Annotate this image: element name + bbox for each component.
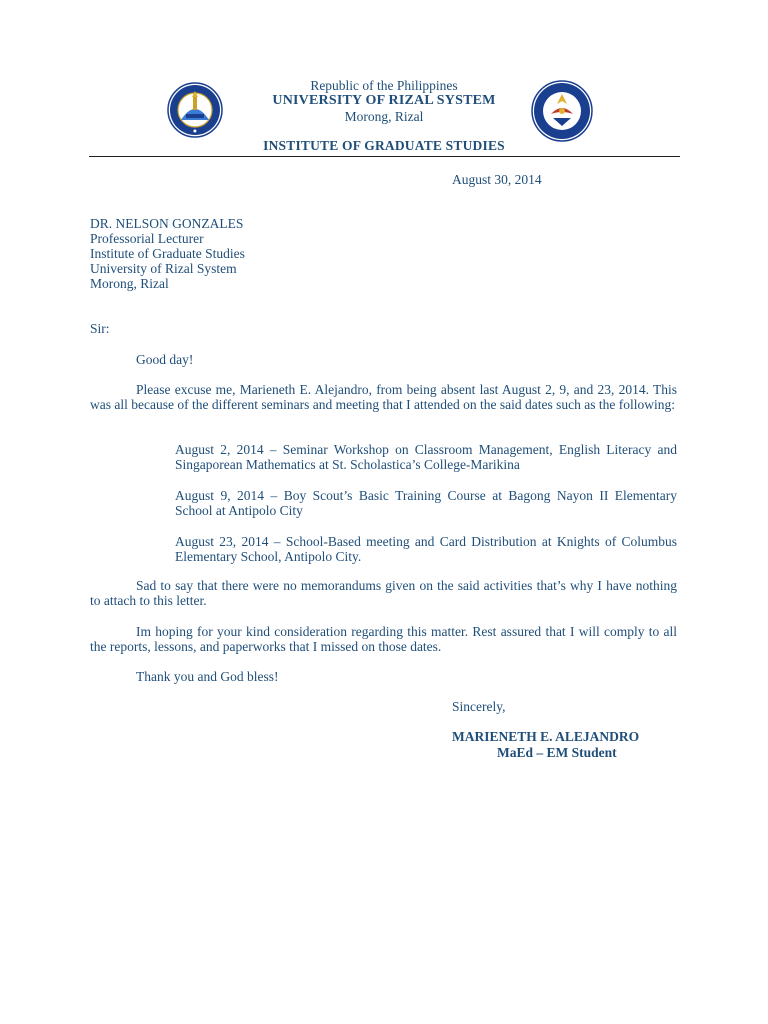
addressee-block: [90, 216, 245, 291]
addressee-name: DR. NELSON GONZALES: [90, 216, 244, 231]
letterhead-university: UNIVERSITY OF RIZAL SYSTEM: [272, 93, 496, 108]
signature-name: MARIENETH E. ALEJANDRO: [452, 729, 640, 744]
activity-item-2: August 9, 2014 – Boy Scout’s Basic Training Course at Bagong Nayon II Elementary School at Antipolo City: [175, 488, 677, 518]
body-paragraph-2: Sad to say that there were no memorandums given on the said activities that’s why I have nothing to attach to this letter.: [90, 578, 677, 608]
activity-item-3: August 23, 2014 – School-Based meeting and Card Distribution at Knights of Columbus Elementary School, Antipolo City.: [175, 534, 677, 564]
greeting: Good day!: [136, 352, 194, 367]
closing: Sincerely,: [452, 699, 506, 714]
body-paragraph-1: Please excuse me, Marieneth E. Alejandro, from being absent last August 2, 9, and 23, 2014. This was all because of the different seminars and meeting that I attended on the said dates such as the following:: [90, 382, 677, 412]
letterhead-republic: Republic of the Philippines: [310, 78, 458, 93]
letterhead-institute: INSTITUTE OF GRADUATE STUDIES: [263, 138, 505, 153]
addressee-location: Morong, Rizal: [90, 276, 169, 291]
letterhead-town: Morong, Rizal: [344, 109, 424, 124]
addressee-position: Professorial Lecturer: [90, 231, 204, 246]
letter-date: August 30, 2014: [452, 172, 542, 187]
activity-item-1: August 2, 2014 – Seminar Workshop on Classroom Management, English Literacy and Singaporean Mathematics at St. Scholastica’s College-Marikina: [175, 442, 677, 472]
signature-title: MaEd – EM Student: [497, 745, 617, 760]
addressee-institution: University of Rizal System: [90, 261, 237, 276]
salutation: Sir:: [90, 321, 110, 336]
thanks-line: Thank you and God bless!: [136, 669, 279, 684]
body-paragraph-3: Im hoping for your kind consideration regarding this matter. Rest assured that I will comply to all the reports, lessons, and paperworks that I missed on those dates.: [90, 624, 677, 654]
svg-text:●: ●: [193, 128, 197, 133]
letterhead-divider: [89, 156, 680, 157]
addressee-office: Institute of Graduate Studies: [90, 246, 245, 261]
